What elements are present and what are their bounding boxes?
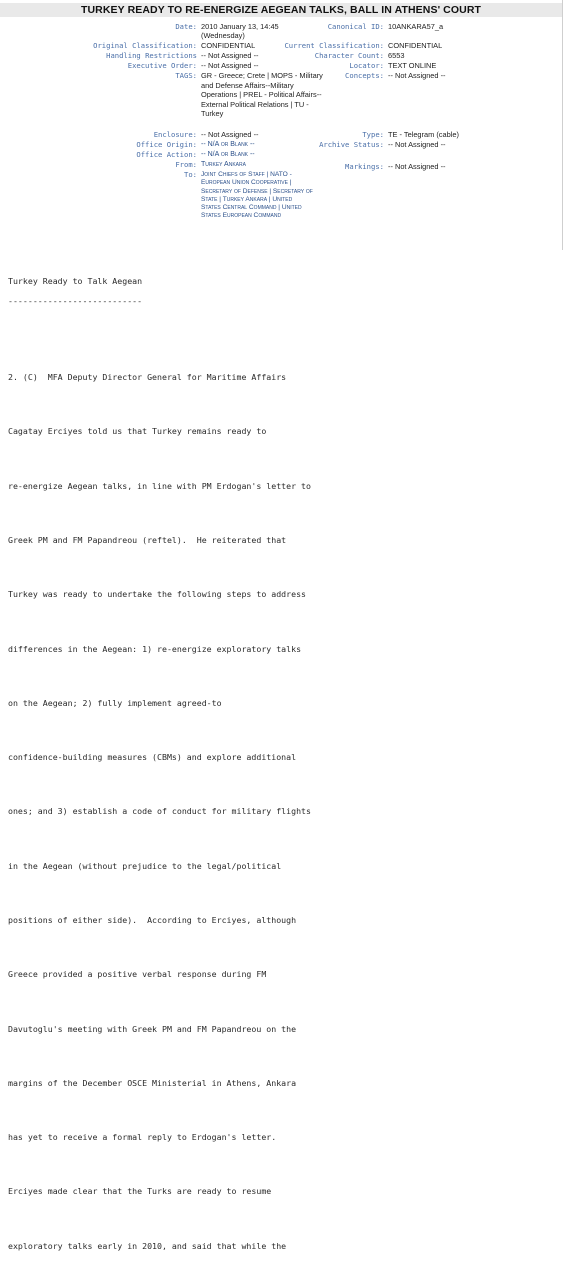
current-classification-value: CONFIDENTIAL	[388, 41, 443, 50]
paragraph-line: Turkey was ready to undertake the following steps to address	[8, 589, 307, 600]
recipient-line[interactable]: European Union Cooperative |	[201, 179, 292, 187]
markings-label: Markings:	[345, 162, 384, 171]
archive-status-label: Archive Status:	[319, 140, 384, 149]
concepts-label: Concepts:	[345, 71, 384, 80]
recipient-line[interactable]: States European Command	[201, 212, 282, 220]
locator-value: TEXT ONLINE	[388, 61, 437, 70]
recipient-line[interactable]: Secretary of Defense | Secretary of	[201, 187, 313, 195]
handling-restrictions-label: Handling Restrictions	[106, 51, 197, 60]
paragraph-line: Cagatay Erciyes told us that Turkey remains ready to	[8, 426, 267, 437]
type-label: Type:	[362, 130, 384, 139]
paragraph-line: Greece provided a positive verbal response during FM	[8, 969, 267, 980]
tags-label: TAGS:	[175, 71, 197, 80]
from-label: From:	[175, 160, 197, 169]
executive-order-value: -- Not Assigned --	[201, 61, 259, 70]
heading-separator: ---------------------------	[8, 296, 143, 306]
paragraph-line: exploratory talks early in 2010, and said that while the	[8, 1240, 287, 1251]
date-value: 2010 January 13, 14:45	[201, 22, 279, 31]
paragraph-line: Erciyes made clear that the Turks are ready to resume	[8, 1186, 272, 1197]
current-classification-label: Current Classification:	[284, 41, 384, 50]
paragraph-line: Greek PM and FM Papandreou (reftel). He reiterated that	[8, 535, 287, 546]
office-origin-value: -- N/A or Blank --	[201, 140, 255, 148]
locator-label: Locator:	[349, 61, 384, 70]
paragraph-line: positions of either side). According to Erciyes, although	[8, 915, 297, 925]
paragraph-line: ones; and 3) establish a code of conduct for military flights	[8, 806, 311, 817]
enclosure-value: -- Not Assigned --	[201, 130, 259, 139]
enclosure-label: Enclosure:	[153, 130, 197, 139]
paragraph-line: on the Aegean; 2) fully implement agreed-to	[8, 697, 222, 708]
date-label: Date:	[175, 22, 197, 31]
paragraph-line: re-energize Aegean talks, in line with PM Erdogan's letter to	[8, 480, 311, 491]
markings-value: -- Not Assigned --	[388, 162, 446, 171]
cable-heading: Turkey Ready to Talk Aegean	[8, 276, 143, 286]
recipient-line[interactable]: States Central Command | United	[201, 204, 302, 212]
tag-line[interactable]: Turkey	[201, 109, 224, 118]
to-label: To:	[184, 170, 197, 179]
paragraph-line: differences in the Aegean: 1) re-energize exploratory talks	[8, 643, 302, 654]
date-day: (Wednesday)	[201, 31, 245, 40]
paragraph-line: margins of the December OSCE Ministerial in Athens, Ankara	[8, 1077, 297, 1088]
office-action-label: Office Action:	[136, 150, 197, 159]
paragraph-line: in the Aegean (without prejudice to the legal/political	[8, 860, 282, 871]
office-action-value: -- N/A or Blank --	[201, 150, 255, 158]
original-classification-label: Original Classification:	[93, 41, 197, 50]
paragraph-line: confidence-building measures (CBMs) and explore additional	[8, 752, 297, 763]
to-value	[201, 171, 313, 221]
tag-line[interactable]: External Political Relations | TU -	[201, 99, 309, 109]
concepts-value: -- Not Assigned --	[388, 71, 446, 80]
original-classification-value: CONFIDENTIAL	[201, 41, 256, 50]
office-origin-label: Office Origin:	[136, 140, 197, 149]
cable-title: TURKEY READY TO RE-ENERGIZE AEGEAN TALKS, BALL IN ATHENS' COURT	[0, 3, 562, 17]
character-count-value: 6553	[388, 51, 405, 60]
executive-order-label: Executive Order:	[127, 61, 197, 70]
paragraph-line: has yet to receive a formal reply to Erdogan's letter.	[8, 1132, 277, 1143]
tag-line[interactable]: GR - Greece; Crete | MOPS - Military	[201, 71, 323, 80]
paragraph-line: Davutoglu's meeting with Greek PM and FM Papandreou on the	[8, 1023, 297, 1034]
character-count-label: Character Count:	[314, 51, 384, 60]
from-value[interactable]: Turkey Ankara	[201, 160, 246, 168]
handling-restrictions-value: -- Not Assigned --	[201, 51, 259, 60]
canonical-id-label: Canonical ID:	[327, 22, 384, 31]
type-value: TE - Telegram (cable)	[388, 130, 459, 139]
archive-status-value: -- Not Assigned --	[388, 140, 446, 149]
canonical-id-value: 10ANKARA57_a	[388, 22, 444, 31]
cable-paragraph	[8, 332, 564, 1273]
paragraph-line: 2. (C) MFA Deputy Director General for Maritime Affairs	[8, 372, 287, 383]
tag-line[interactable]: Operations | PREL - Political Affairs--	[201, 90, 322, 99]
recipient-line[interactable]: State | Turkey Ankara | United	[201, 195, 293, 203]
tag-line[interactable]: and Defense Affairs--Military	[201, 80, 294, 90]
recipient-line[interactable]: Joint Chiefs of Staff | NATO -	[201, 171, 292, 178]
cable-metadata-panel	[0, 0, 563, 250]
